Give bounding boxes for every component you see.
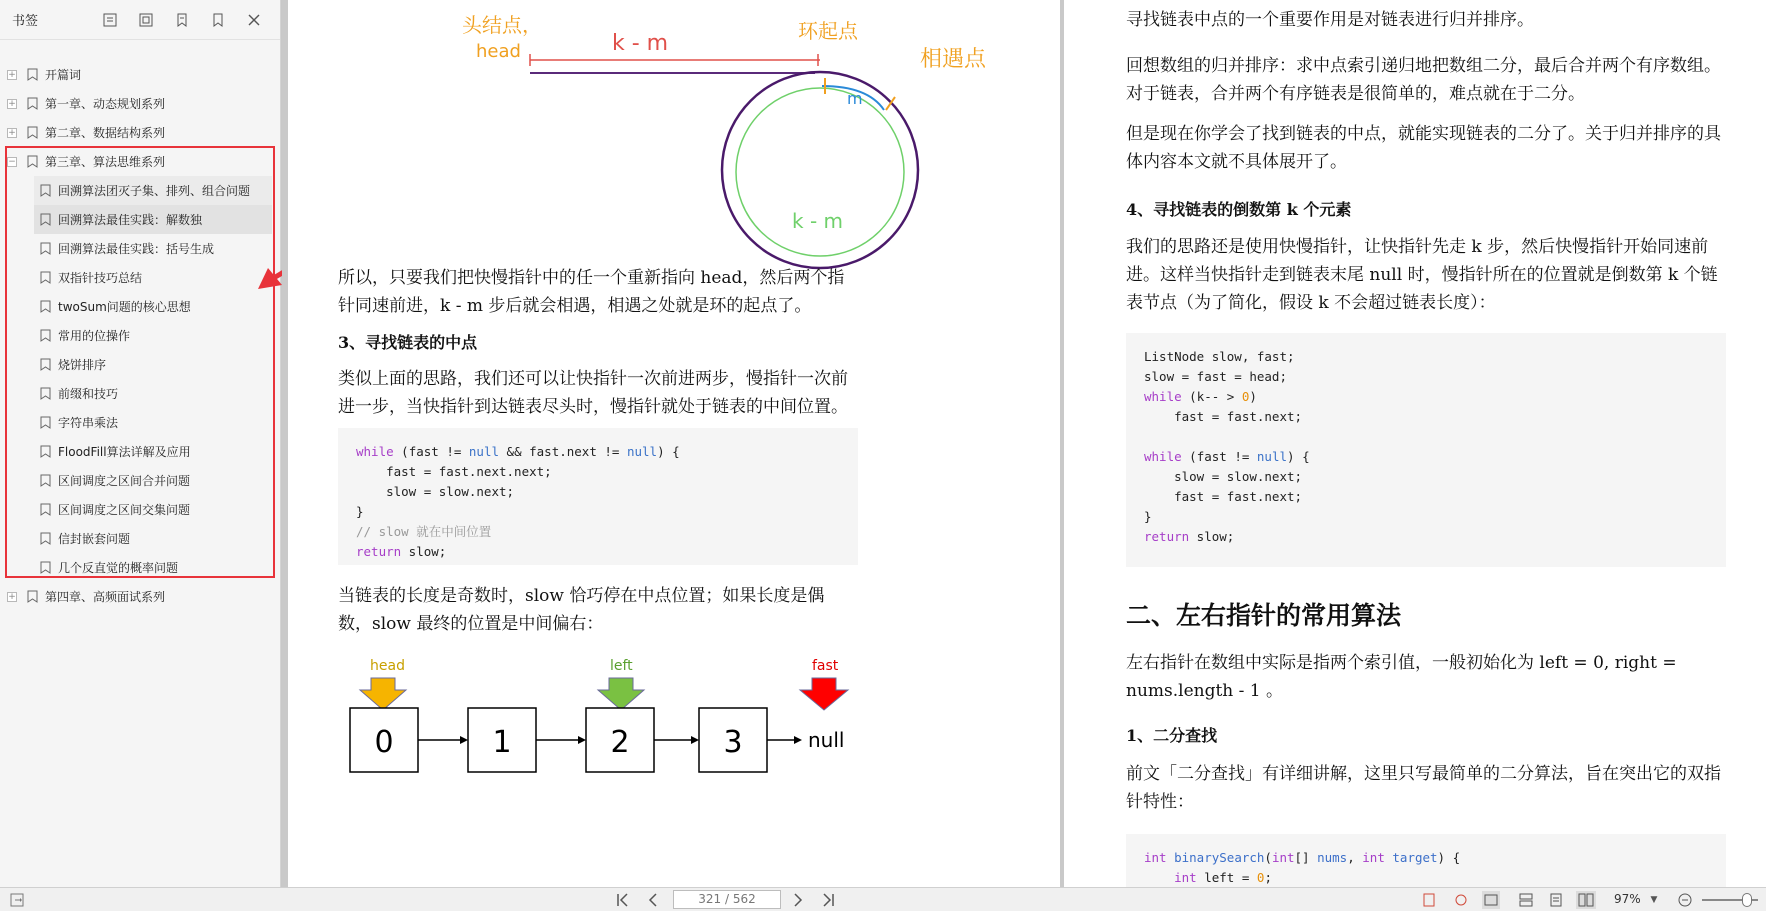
label-m: m [847, 89, 863, 108]
bookmark-tree [0, 40, 280, 611]
chapter-heading: 二、左右指针的常用算法 [1126, 601, 1402, 630]
bookmark-item[interactable] [0, 263, 280, 292]
bookmark-label: 回溯算法最佳实践：解数独 [58, 213, 203, 227]
bookmark-label: 几个反直觉的概率问题 [58, 561, 179, 575]
collapse-all-icon[interactable] [136, 10, 156, 30]
pointer-label-left: left [610, 658, 633, 674]
bookmark-label: twoSum问题的核心思想 [58, 300, 191, 314]
paragraph: 左右指针在数组中实际是指两个索引值，一般初始化为 left = 0, right = nums.length - 1 。 [1126, 653, 1677, 701]
bookmark-item[interactable] [0, 350, 280, 379]
expand-toggle-icon[interactable]: + [8, 591, 16, 602]
bookmark-item[interactable] [0, 292, 280, 321]
continuous-view-icon[interactable] [1517, 891, 1535, 909]
section-heading: 3、寻找链表的中点 [338, 333, 478, 352]
bookmark-icon [27, 68, 38, 81]
bookmark-label: 开篇词 [45, 68, 82, 82]
bookmark-item[interactable] [0, 553, 280, 582]
bookmark-label: 区间调度之区间交集问题 [58, 503, 191, 517]
paragraph: 但是现在你学会了找到链表的中点，就能实现链表的二分了。关于归并排序的具体内容本文就不具体展开了。 [1126, 124, 1721, 172]
bookmark-icon [40, 329, 51, 342]
paragraph: 所以，只要我们把快慢指针中的任一个重新指向 head，然后两个指针同速前进，k - m 步后就会相遇，相遇之处就是环的起点了。 [338, 268, 845, 316]
bookmark-icon [27, 155, 38, 168]
bookmark-item[interactable] [0, 582, 280, 611]
cycle-diagram [380, 0, 987, 280]
label-head-en: head [476, 41, 521, 62]
bookmark-icon [40, 561, 51, 574]
bookmark-icon [40, 242, 51, 255]
expand-toggle-icon[interactable]: + [8, 69, 16, 80]
bookmark-item[interactable] [0, 321, 280, 350]
next-page-icon[interactable] [788, 891, 808, 909]
label-km-top: k - m [612, 31, 669, 56]
bookmark-item[interactable] [0, 466, 280, 495]
zoom-dropdown-icon[interactable]: ▼ [1650, 895, 1658, 905]
bookmark-icon [40, 271, 51, 284]
bookmark-icon [40, 387, 51, 400]
bookmark-item[interactable] [0, 495, 280, 524]
last-page-icon[interactable] [818, 891, 838, 909]
page-number-input[interactable]: 321 / 562 [673, 890, 781, 909]
bookmark-label: 信封嵌套问题 [58, 532, 131, 546]
bookmark-icon [27, 590, 38, 603]
bookmark-icon [40, 213, 51, 226]
bookmark-label: FloodFill算法详解及应用 [58, 445, 191, 459]
bookmark-icon [27, 97, 38, 110]
book-view-icon[interactable] [1547, 891, 1565, 909]
paragraph: 当链表的长度是奇数时，slow 恰巧停在中点位置；如果长度是偶数，slow 最终的位置是中间偏右： [338, 586, 825, 634]
bookmark-icon [40, 503, 51, 516]
list-tail-null: null [808, 728, 845, 752]
pointer-label-head: head [370, 658, 405, 674]
document-viewer [282, 0, 1766, 887]
status-bar [0, 887, 1766, 911]
bookmark-icon [40, 445, 51, 458]
bookmark-icon [27, 126, 38, 139]
bookmark-icon [40, 358, 51, 371]
bookmark-icon [40, 416, 51, 429]
linked-list-diagram [338, 650, 858, 780]
bookmark-label: 回溯算法团灭子集、排列、组合问题 [58, 184, 251, 198]
paragraph: 我们的思路还是使用快慢指针，让快指针先走 k 步，然后快慢指针开始同速前进。这样当快指针走到链表末尾 null 时，慢指针所在的位置就是倒数第 k 个链表节点（为了简化，假设 k 不会超过链表长度）： [1126, 237, 1718, 313]
bookmark-label: 字符串乘法 [58, 416, 119, 430]
list-node-value: 0 [374, 725, 394, 760]
two-page-view-icon[interactable] [1576, 891, 1596, 909]
paragraph: 寻找链表中点的一个重要作用是对链表进行归并排序。 [1126, 10, 1534, 30]
expand-all-icon[interactable] [100, 10, 120, 30]
sidebar-toggle-icon[interactable] [8, 891, 26, 909]
pointer-arrow-fast [800, 678, 848, 710]
fit-width-icon[interactable] [1482, 891, 1500, 909]
pointer-arrow-head [360, 678, 406, 710]
single-page-view-icon[interactable] [1420, 891, 1438, 909]
expand-toggle-icon[interactable]: + [8, 98, 16, 109]
document-page-right [1064, 0, 1766, 887]
sidebar-title: 书签 [12, 14, 39, 29]
collapse-toggle-icon[interactable]: − [8, 156, 16, 167]
zoom-slider-handle[interactable] [1742, 893, 1752, 907]
label-head: 头结点， [462, 13, 542, 37]
add-bookmark-icon[interactable] [172, 10, 192, 30]
bookmark-label: 烧饼排序 [58, 358, 107, 372]
expand-toggle-icon[interactable]: + [8, 127, 16, 138]
fit-page-icon[interactable] [1452, 891, 1470, 909]
bookmark-item[interactable] [0, 437, 280, 466]
bookmark-label: 双指针技巧总结 [58, 271, 143, 285]
zoom-out-icon[interactable] [1676, 891, 1694, 909]
code-block: while (fast != null && fast.next != null) { fast = fast.next.next; slow = slow.next; } // slow 就在中间位置 return slow; [338, 428, 858, 565]
sidebar-header [0, 0, 280, 40]
bookmark-item[interactable] [0, 147, 280, 176]
list-node-value: 1 [492, 725, 512, 760]
delete-bookmark-icon[interactable] [208, 10, 228, 30]
paragraph: 类似上面的思路，我们还可以让快指针一次前进两步，慢指针一次前进一步，当快指针到达链表尽头时，慢指针就处于链表的中间位置。 [338, 369, 848, 417]
paragraph: 前文「二分查找」有详细讲解，这里只写最简单的二分算法，旨在突出它的双指针特性： [1126, 764, 1721, 812]
bookmark-label: 第二章、数据结构系列 [45, 126, 166, 140]
close-icon[interactable] [244, 10, 264, 30]
first-page-icon[interactable] [613, 891, 633, 909]
section-heading: 1、二分查找 [1126, 726, 1218, 745]
bookmark-item[interactable] [0, 408, 280, 437]
list-node-value: 3 [723, 725, 743, 760]
document-page-left [288, 0, 1060, 887]
bookmark-label: 回溯算法最佳实践：括号生成 [58, 242, 215, 256]
zoom-level[interactable]: 97% [1614, 892, 1641, 906]
bookmark-icon [40, 532, 51, 545]
bookmark-icon [40, 474, 51, 487]
paragraph: 回想数组的归并排序：求中点索引递归地把数组二分，最后合并两个有序数组。对于链表，合并两个有序链表是很简单的，难点就在于二分。 [1126, 56, 1721, 104]
label-km-circle: k - m [792, 209, 843, 233]
bookmark-label: 前缀和技巧 [58, 387, 119, 401]
pointer-arrow-left [598, 678, 644, 710]
section-heading: 4、寻找链表的倒数第 k 个元素 [1126, 200, 1352, 219]
bookmark-label: 常用的位操作 [58, 329, 131, 343]
bookmark-item[interactable] [0, 89, 280, 118]
pointer-label-fast: fast [812, 658, 839, 674]
code-block: ListNode slow, fast; slow = fast = head; while (k-- > 0) fast = fast.next; while (fast != null) { slow = slow.next; fast = fast.next; } return slow; [1126, 333, 1726, 567]
label-cycle-start: 环起点 [798, 19, 858, 43]
bookmark-item[interactable] [0, 118, 280, 147]
bookmark-item[interactable] [0, 379, 280, 408]
bookmark-icon [40, 184, 51, 197]
label-meet: 相遇点 [920, 47, 987, 72]
bookmark-item[interactable] [0, 524, 280, 553]
prev-page-icon[interactable] [643, 891, 663, 909]
bookmark-item[interactable] [34, 176, 272, 205]
bookmark-label: 第四章、高频面试系列 [45, 590, 166, 604]
bookmark-label: 区间调度之区间合并问题 [58, 474, 191, 488]
list-node-value: 2 [610, 725, 630, 760]
code-block: int binarySearch(int[] nums, int target) { int left = 0; [1126, 834, 1726, 894]
bookmark-sidebar [0, 0, 281, 887]
bookmark-icon [40, 300, 51, 313]
bookmark-item[interactable] [0, 234, 280, 263]
bookmark-label: 第一章、动态规划系列 [45, 97, 166, 111]
bookmark-item[interactable] [0, 60, 280, 89]
bookmark-item-selected[interactable] [34, 205, 272, 234]
bookmark-label: 第三章、算法思维系列 [45, 155, 166, 169]
